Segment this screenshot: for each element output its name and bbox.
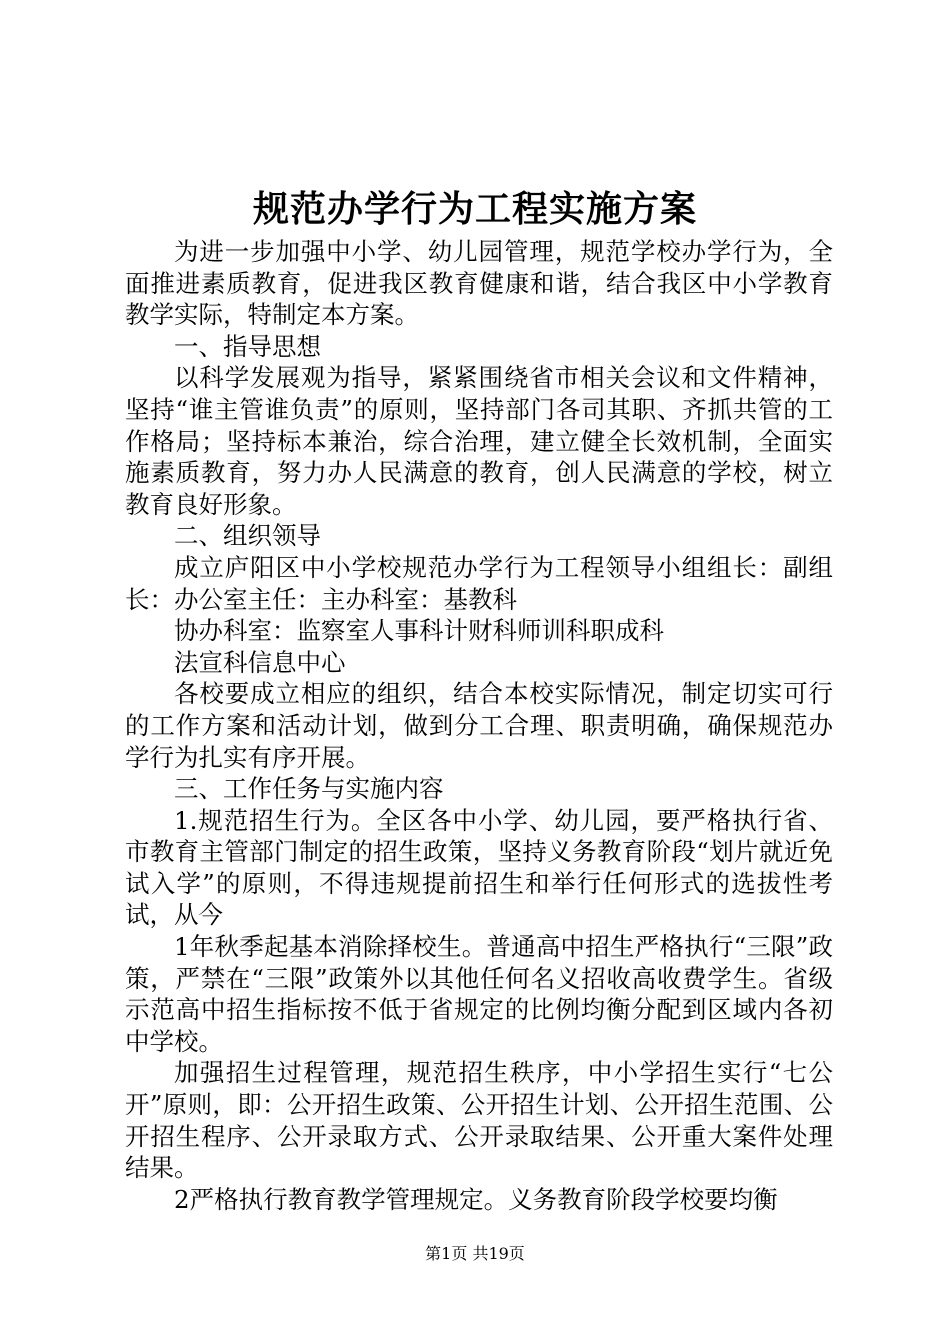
document-body [125,236,833,1215]
paragraph-enrollment-behavior: 1.规范招生行为。全区各中小学、幼儿园，要严格执行省、市教育主管部门制定的招生政策，坚持义务教育阶段“划片就近免试入学”的原则，不得违规提前招生和举行任何形式的选拔性考试，从今 [125,805,833,930]
paragraph-enrollment-policy: 1年秋季起基本消除择校生。普通高中招生严格执行“三限”政策，严禁在“三限”政策外以其他任何名义招收高收费学生。省级示范高中招生指标按不低于省规定的比例均衡分配到区域内各初中学校。 [125,932,833,1056]
paragraph-school-organization: 各校要成立相应的组织，结合本校实际情况，制定切实可行的工作方案和活动计划，做到分工合理、职责明确，确保规范办学行为扎实有序开展。 [125,679,833,772]
section-heading-organization: 二、组织领导 [174,521,321,551]
paragraph-seven-openness: 加强招生过程管理，规范招生秩序，中小学招生实行“七公开”原则，即：公开招生政策、公开招生计划、公开招生范围、公开招生程序、公开录取方式、公开录取结果、公开重大案件处理结果。 [125,1058,833,1183]
paragraph-leadership-group: 成立庐阳区中小学校规范办学行为工程领导小组组长：副组长：办公室主任：主办科室：基教科 [125,552,833,614]
section-heading-guiding-ideology: 一、指导思想 [174,331,321,361]
paragraph-assisting-offices: 协办科室：监察室人事科计财科师训科职成科 [174,616,664,646]
paragraph-teaching-management: 2严格执行教育教学管理规定。义务教育阶段学校要均衡 [174,1184,778,1214]
paragraph-guiding-ideology: 以科学发展观为指导，紧紧围绕省市相关会议和文件精神，坚持“谁主管谁负责”的原则，坚持部门各司其职、齐抓共管的工作格局；坚持标本兼治，综合治理，建立健全长效机制，全面实施素质教育，努力办人民满意的教育，创人民满意的学校，树立教育良好形象。 [125,363,833,519]
paragraph-assisting-offices-continued: 法宣科信息中心 [174,647,346,677]
paragraph-intro: 为进一步加强中小学、幼儿园管理，规范学校办学行为，全面推进素质教育，促进我区教育健康和谐，结合我区中小学教育教学实际，特制定本方案。 [125,237,833,330]
page-footer: 第1页 共19页 [425,1244,525,1263]
document-title: 规范办学行为工程实施方案 [252,188,697,230]
section-heading-tasks: 三、工作任务与实施内容 [174,774,444,804]
